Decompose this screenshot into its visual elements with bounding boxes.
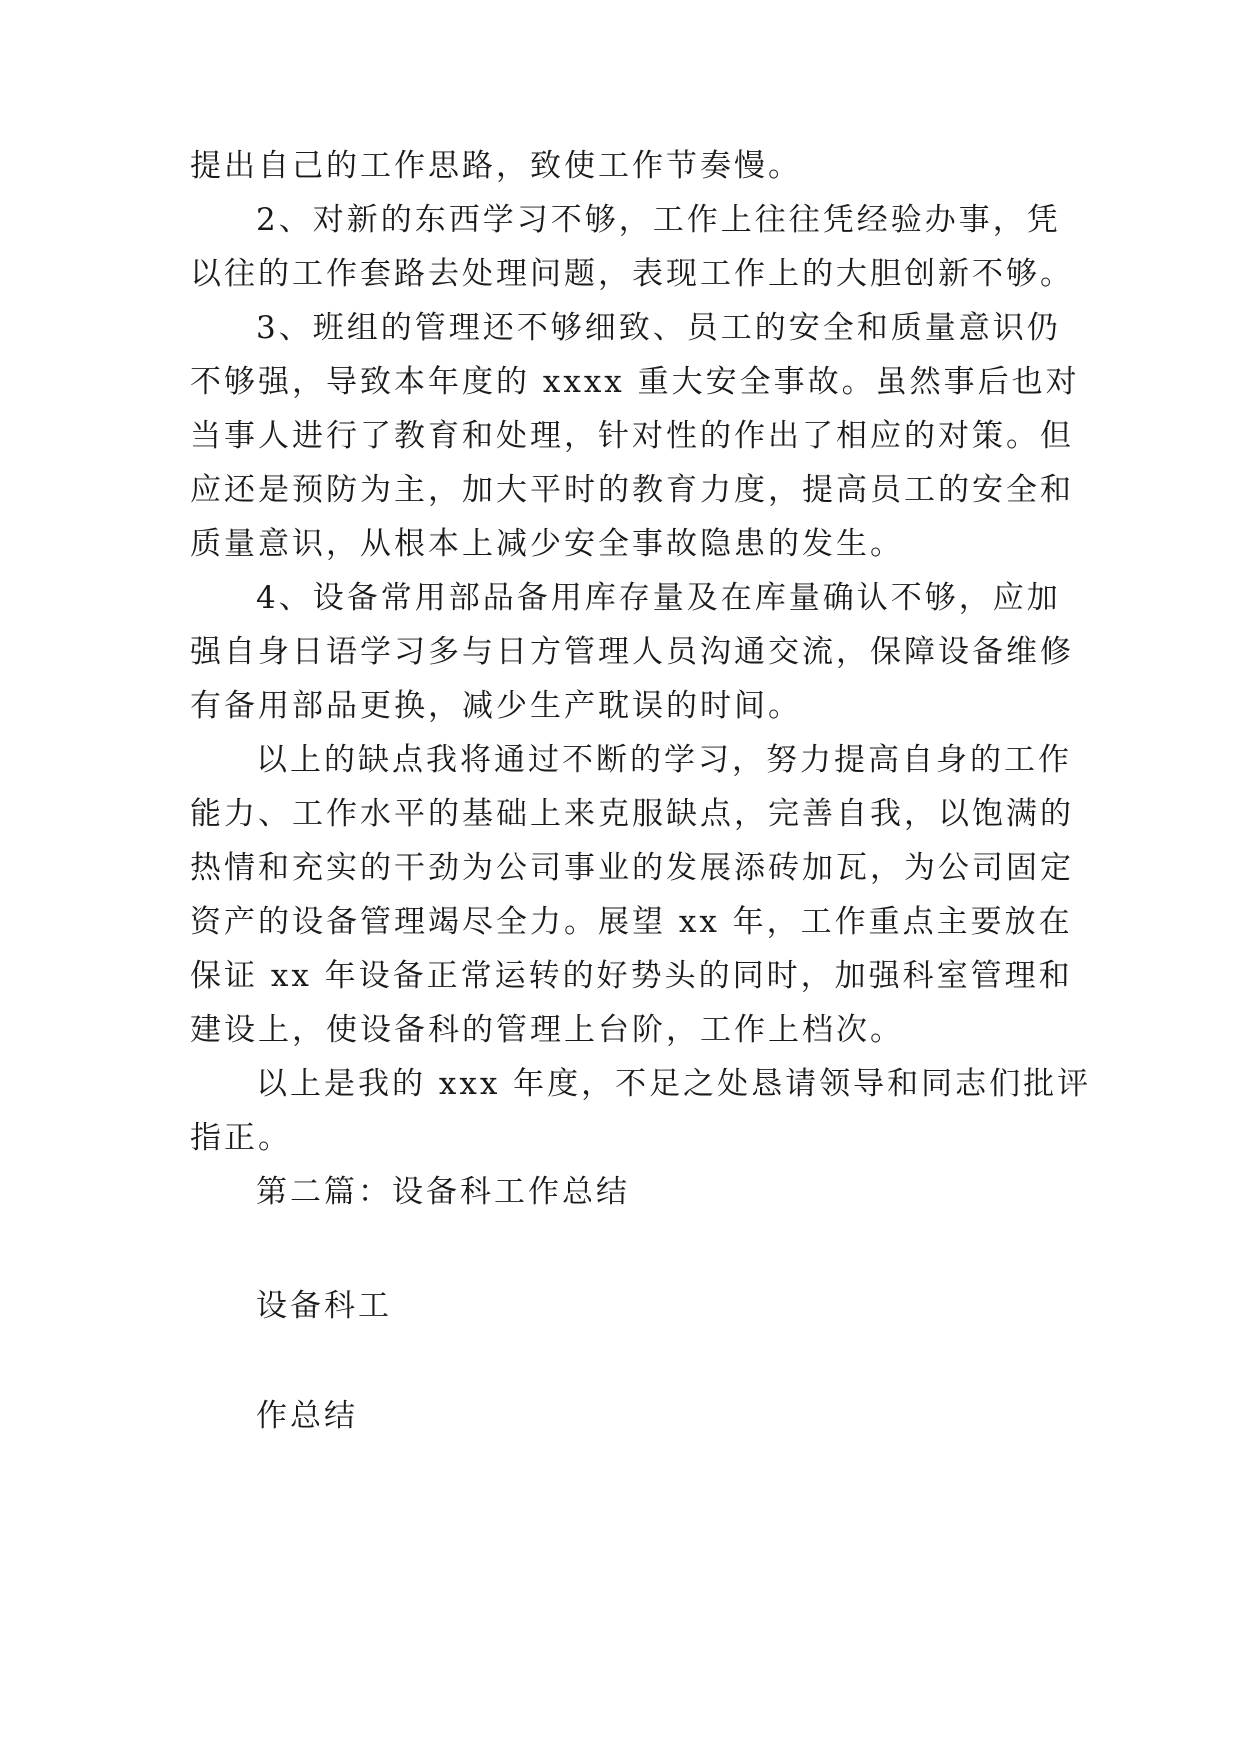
text-line: 4、设备常用部品备用库存量及在库量确认不够，应加 <box>256 580 1061 616</box>
text-line: 强自身日语学习多与日方管理人员沟通交流，保障设备维修 <box>190 634 1074 670</box>
text-line: 3、班组的管理还不够细致、员工的安全和质量意识仍 <box>256 310 1061 346</box>
text-line: 保证 xx 年设备正常运转的好势头的同时，加强科室管理和 <box>190 958 1073 994</box>
text-line: 应还是预防为主，加大平时的教育力度，提高员工的安全和 <box>190 472 1074 508</box>
text-line: 指正。 <box>190 1120 292 1156</box>
text-line: 当事人进行了教育和处理，针对性的作出了相应的对策。但 <box>190 418 1074 454</box>
section-title: 第二篇：设备科工作总结 <box>256 1174 630 1210</box>
text-line: 能力、工作水平的基础上来克服缺点，完善自我，以饱满的 <box>190 796 1074 832</box>
heading-fragment: 设备科工 <box>256 1288 392 1324</box>
heading-fragment: 作总结 <box>256 1398 358 1434</box>
text-line: 提出自己的工作思路，致使工作节奏慢。 <box>190 148 802 184</box>
text-line: 以往的工作套路去处理问题，表现工作上的大胆创新不够。 <box>190 256 1074 292</box>
text-line: 2、对新的东西学习不够，工作上往往凭经验办事，凭 <box>256 202 1061 238</box>
text-line: 质量意识，从根本上减少安全事故隐患的发生。 <box>190 526 904 562</box>
text-line: 有备用部品更换，减少生产耽误的时间。 <box>190 688 802 724</box>
text-line: 以上的缺点我将通过不断的学习，努力提高自身的工作 <box>256 742 1072 778</box>
text-line: 以上是我的 xxx 年度，不足之处恳请领导和同志们批评 <box>256 1066 1092 1102</box>
text-line: 热情和充实的干劲为公司事业的发展添砖加瓦，为公司固定 <box>190 850 1074 886</box>
text-line: 资产的设备管理竭尽全力。展望 xx 年，工作重点主要放在 <box>190 904 1073 940</box>
text-line: 不够强，导致本年度的 xxxx 重大安全事故。虽然事后也对 <box>190 364 1080 400</box>
text-line: 建设上，使设备科的管理上台阶，工作上档次。 <box>190 1012 904 1048</box>
